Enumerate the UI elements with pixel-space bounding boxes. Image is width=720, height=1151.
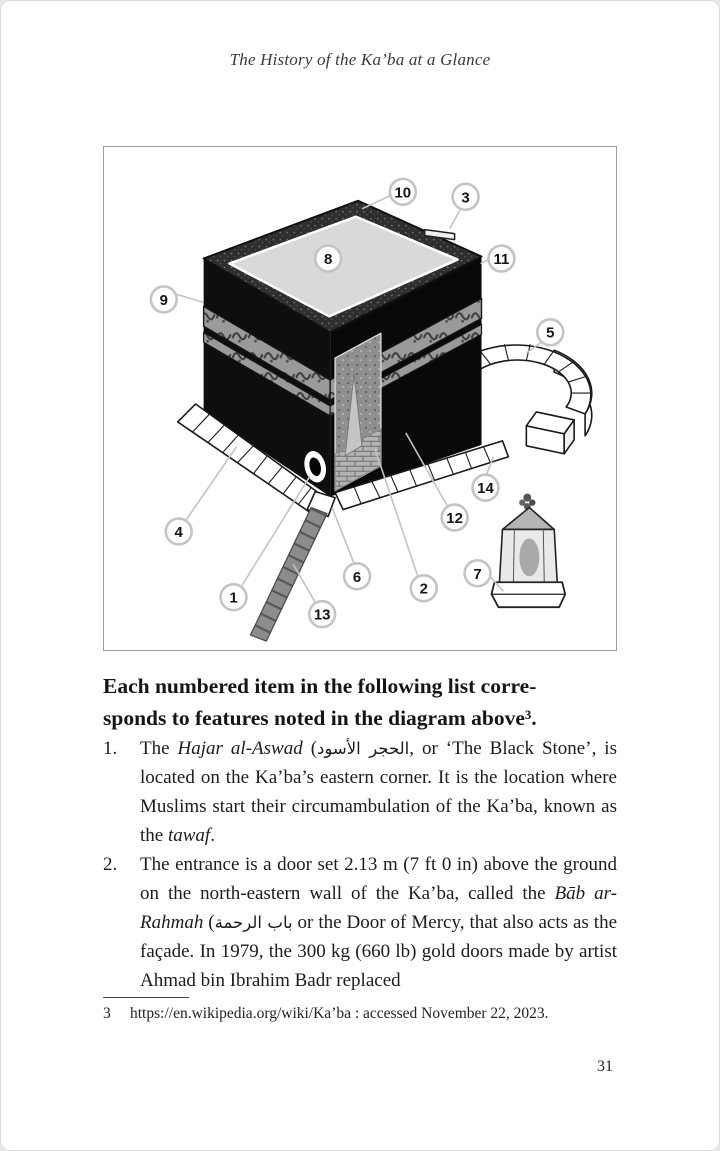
callout-number-9: 9 [159, 291, 168, 309]
callout-leader-line [293, 564, 315, 602]
kaba-diagram [103, 146, 617, 651]
callout-number-8: 8 [323, 251, 333, 269]
numbered-list [103, 734, 617, 995]
list-item-number: 2. [103, 854, 118, 875]
running-header: The History of the Ka’ba at a Glance [229, 50, 491, 69]
footnote-text: https://en.wikipedia.org/wiki/Ka’ba : accessed November 22, 2023. [130, 1005, 549, 1022]
callout-number-10: 10 [394, 184, 412, 202]
callout-number-3: 3 [461, 189, 470, 207]
callout-number-11: 11 [493, 251, 510, 269]
callout-leader-line [332, 508, 354, 564]
callout-number-14: 14 [477, 480, 494, 498]
footnote [103, 1005, 617, 1023]
callout-number-12: 12 [446, 510, 463, 528]
callout-number-2: 2 [419, 580, 428, 598]
list-item-number: 1. [103, 738, 118, 759]
callout-number-4: 4 [174, 523, 183, 541]
list-item [103, 850, 617, 995]
callout-number-6: 6 [352, 568, 362, 586]
callout-leader-line [362, 196, 390, 209]
list-item-text: The entrance is a door set 2.13 m (7 ft 0 in) above the ground on the north-eastern wall of the Ka’ba, called the Bāb ar-Rahmah (باب الرحمة or the Door of Mercy, that also acts as the façade. In 1979, the 300 kg (660 lb) gold doors made by artist Ahmad bin Ibrahim Badr replaced [140, 854, 618, 991]
callout-number-7: 7 [473, 565, 482, 583]
page-number: 31 [597, 1058, 613, 1075]
list-item [103, 734, 617, 850]
callout-number-1: 1 [229, 589, 238, 607]
heading-line-1: Each numbered item in the following list corre- [103, 674, 537, 698]
callout-number-13: 13 [313, 606, 331, 624]
callout-number-5: 5 [546, 324, 555, 342]
footnote-marker: 3 [103, 1005, 111, 1022]
kaba-door [335, 333, 381, 490]
heading-line-2: sponds to features noted in the diagram above³. [103, 706, 537, 730]
kaba-diagram-svg [104, 147, 616, 650]
callout-leader-line [450, 209, 461, 229]
list-item-text: The Hajar al-Aswad (الحجر الأسود, or ‘The Black Stone’, is located on the Ka’ba’s eastern corner. It is the location where Muslims start their circumambulation of the Ka’ba, known as the tawaf. [140, 738, 617, 846]
footnote-rule [103, 997, 189, 998]
section-heading [103, 670, 619, 734]
callout-leader-line [186, 447, 237, 521]
callout-leader-line [177, 294, 204, 302]
